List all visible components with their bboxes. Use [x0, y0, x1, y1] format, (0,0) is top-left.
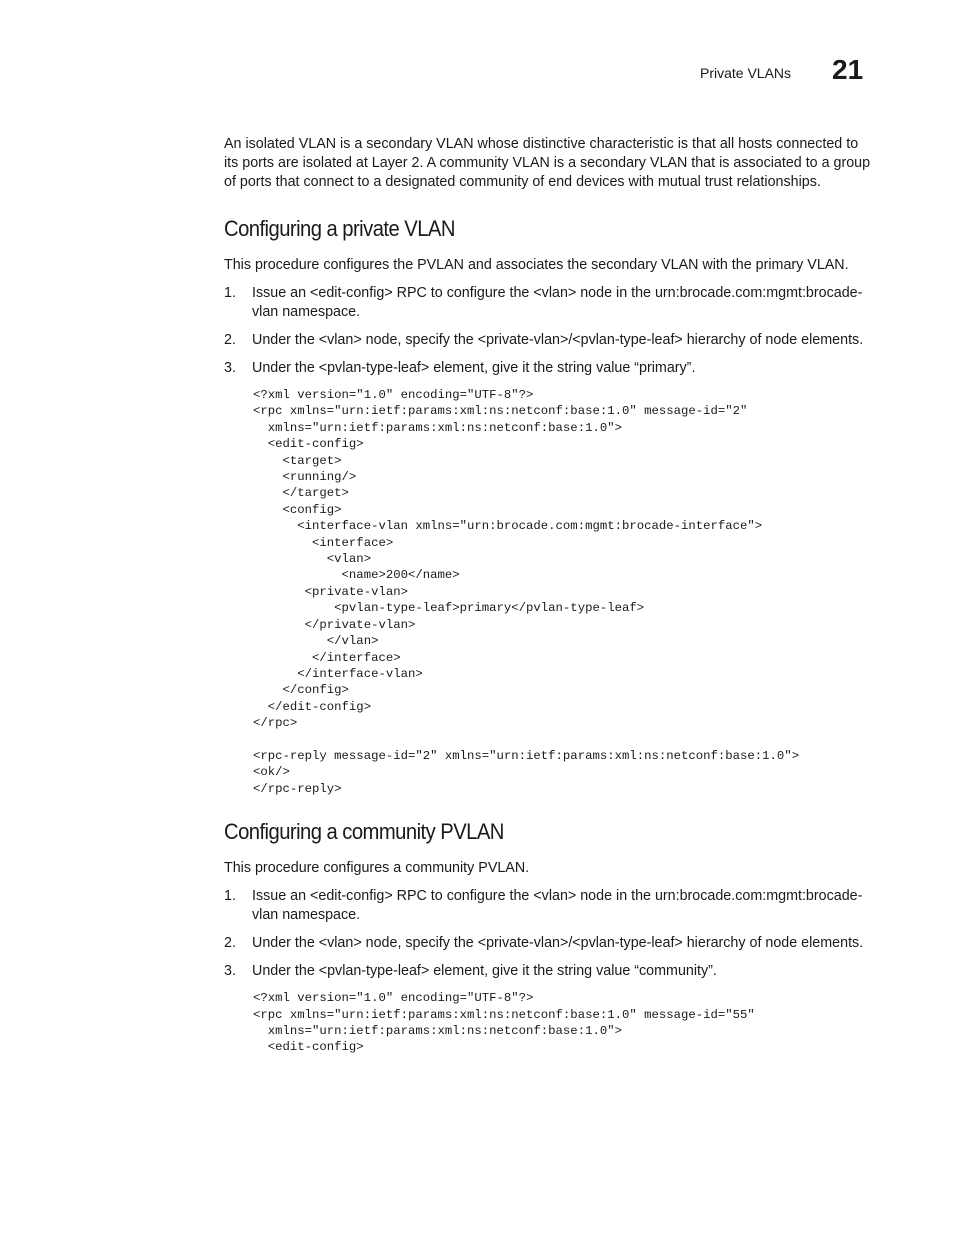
step-number: 3. — [224, 360, 236, 376]
procedure-step — [224, 331, 874, 350]
step-text: Under the <vlan> node, specify the <private-vlan>/<pvlan-type-leaf> hierarchy of node elements. — [252, 935, 864, 952]
section-heading-community-pvlan: Configuring a community PVLAN — [224, 819, 504, 845]
code-example: <?xml version="1.0" encoding="UTF-8"?> <rpc xmlns="urn:ietf:params:xml:ns:netconf:base:1.0" message-id="55" xmlns="urn:ietf:params:xml:ns:netconf:base:1.0"> <edit-config> — [253, 991, 755, 1055]
step-text: Issue an <edit-config> RPC to configure the <vlan> node in the urn:brocade.com:mgmt:brocade-vlan namespace. — [252, 285, 863, 320]
step-number: 1. — [224, 888, 236, 905]
running-header-title: Private VLANs — [700, 65, 792, 81]
step-text: Under the <vlan> node, specify the <private-vlan>/<pvlan-type-leaf> hierarchy of node elements. — [252, 332, 864, 348]
page-content — [224, 135, 874, 1056]
step-text: Under the <pvlan-type-leaf> element, give it the string value “primary”. — [252, 360, 696, 376]
step-text: Issue an <edit-config> RPC to configure the <vlan> node in the urn:brocade.com:mgmt:brocade-vlan namespace. — [252, 888, 863, 924]
step-text: Under the <pvlan-type-leaf> element, give it the string value “community”. — [252, 963, 717, 980]
procedure-step — [224, 887, 874, 925]
procedure-step — [224, 934, 874, 953]
procedure-step — [224, 962, 874, 981]
section-description: This procedure configures a community PVLAN. — [224, 860, 530, 877]
step-number: 1. — [224, 285, 236, 301]
code-example: <?xml version="1.0" encoding="UTF-8"?> <rpc xmlns="urn:ietf:params:xml:ns:netconf:base:1.0" message-id="2" xmlns="urn:ietf:params:xml:ns:netconf:base:1.0"> <edit-config> <target> <running/> </target> <config> <interface-vlan xmlns="urn:brocade.com:mgmt:brocade-interface"> <interface> <vlan> <name>200</name> <private-vlan> <pvlan-type-leaf>primary</pvlan-type-leaf> </private-vlan> </vlan> </interface> </interface-vlan> </config> </edit-config> </rpc> <rpc-reply message-id="2" xmlns="urn:ietf:params:xml:ns:netconf:base:1.0"> <ok/> </rpc-reply> — [253, 388, 800, 796]
procedure-step — [224, 284, 874, 322]
procedure-steps — [224, 284, 874, 378]
procedure-steps — [224, 887, 874, 981]
chapter-number: 21 — [832, 54, 864, 85]
step-number: 2. — [224, 332, 236, 348]
section-heading-private-vlan: Configuring a private VLAN — [224, 216, 455, 241]
intro-paragraph: An isolated VLAN is a secondary VLAN whose distinctive characteristic is that all hosts connected to its ports are isolated at Layer 2. A community VLAN is a secondary VLAN that is associated to a group of ports that connect to a designated community of end devices with mutual trust relationships. — [224, 136, 871, 190]
step-number: 3. — [224, 963, 236, 980]
step-number: 2. — [224, 935, 236, 952]
section-description: This procedure configures the PVLAN and associates the secondary VLAN with the primary VLAN. — [224, 257, 849, 273]
procedure-step — [224, 359, 874, 378]
